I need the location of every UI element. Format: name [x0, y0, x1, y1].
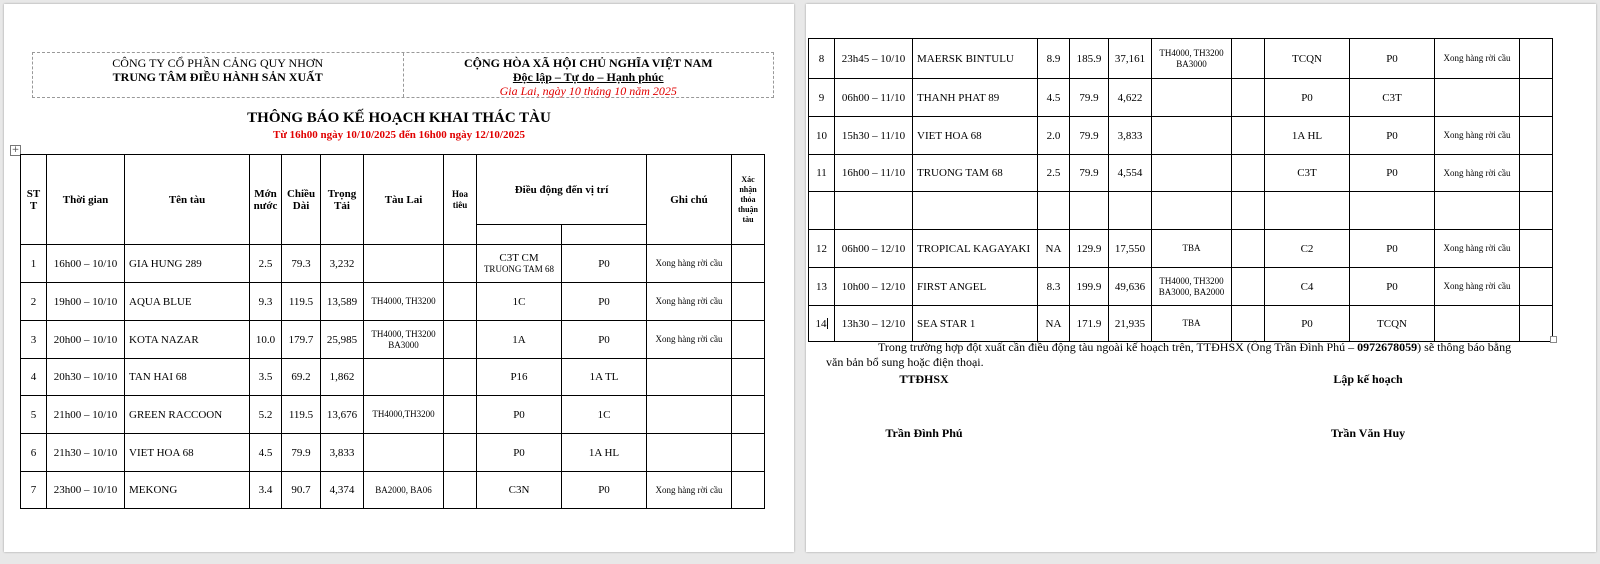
- cell-stt: 4: [21, 359, 47, 396]
- cell-time: 19h00 – 10/10: [47, 283, 125, 321]
- cell-to: P0: [1350, 155, 1435, 192]
- table-row: [809, 306, 1553, 342]
- cell-from: C3T: [1265, 155, 1350, 192]
- cell-from: P0: [477, 396, 562, 434]
- letterhead-right: [403, 53, 774, 97]
- cell-tug: [1152, 155, 1232, 192]
- cell-from: 1A HL: [1265, 117, 1350, 155]
- cell-draft: 10.0: [250, 321, 282, 359]
- cell-dwt: 3,232: [321, 245, 364, 283]
- cell-pilot: [1232, 230, 1265, 268]
- cell-dwt: 3,833: [321, 434, 364, 472]
- cell-time: 23h00 – 10/10: [47, 472, 125, 509]
- table-row-empty: [809, 192, 1553, 230]
- cell-note: [1435, 79, 1520, 117]
- footer-phone: 0972678059: [1357, 340, 1418, 354]
- cell-time: 21h00 – 10/10: [47, 396, 125, 434]
- letterhead: [32, 52, 774, 98]
- table-row: [809, 268, 1553, 306]
- table-row: [21, 245, 765, 283]
- cell-from-main: C3T CM: [499, 252, 539, 264]
- signature-right-name: Trần Văn Huy: [1330, 426, 1406, 440]
- cell-dwt: 13,589: [321, 283, 364, 321]
- cell-dwt: 13,676: [321, 396, 364, 434]
- cell-draft: 8.9: [1038, 39, 1070, 79]
- cell-draft: 2.5: [1038, 155, 1070, 192]
- th-length: Chiều Dài: [282, 155, 321, 245]
- table-row: [21, 396, 765, 434]
- cell-from: C3N: [477, 472, 562, 509]
- cell-dwt: 49,636: [1109, 268, 1152, 306]
- cell-to: C3T: [1350, 79, 1435, 117]
- table-row: [21, 321, 765, 359]
- center-name: TRUNG TÂM ĐIỀU HÀNH SẢN XUẤT: [112, 70, 323, 84]
- cell-stt: 10: [809, 117, 835, 155]
- table-row: [21, 434, 765, 472]
- cell-length: 79.9: [1070, 79, 1109, 117]
- cell-time: 16h00 – 10/10: [47, 245, 125, 283]
- cell-note: [647, 396, 732, 434]
- cell-note: Xong hàng rời cầu: [647, 321, 732, 359]
- cell-note: Xong hàng rời cầu: [1435, 155, 1520, 192]
- table-row: [809, 79, 1553, 117]
- cell-from: C2: [1265, 230, 1350, 268]
- cell-ship: TRUONG TAM 68: [913, 155, 1038, 192]
- cell-length: 79.9: [282, 434, 321, 472]
- cell-from: [477, 245, 562, 283]
- cell-to: P0: [562, 283, 647, 321]
- cell-from: TCQN: [1265, 39, 1350, 79]
- cell-tug: TH4000, TH3200 BA3000, BA2000: [1152, 268, 1232, 306]
- cell-note: [1435, 306, 1520, 342]
- cell-time: 21h30 – 10/10: [47, 434, 125, 472]
- cell-confirm: [732, 359, 765, 396]
- cell-time: 10h00 – 12/10: [835, 268, 913, 306]
- cell-ship: TAN HAI 68: [125, 359, 250, 396]
- cell-dwt: 17,550: [1109, 230, 1152, 268]
- table-row: [21, 359, 765, 396]
- cell-pilot: [444, 359, 477, 396]
- cell-stt: 8: [809, 39, 835, 79]
- cell-tug: TBA: [1152, 230, 1232, 268]
- cell-confirm: [1520, 306, 1553, 342]
- footer-note: [826, 340, 1526, 370]
- cell-to: P0: [1350, 39, 1435, 79]
- cell-ship: SEA STAR 1: [913, 306, 1038, 342]
- th-move: Điều động đến vị trí: [477, 155, 647, 225]
- cell-note: Xong hàng rời cầu: [1435, 268, 1520, 306]
- cell-tug: [1152, 117, 1232, 155]
- cell-draft: 8.3: [1038, 268, 1070, 306]
- cell-pilot: [1232, 306, 1265, 342]
- cell-dwt: 1,862: [321, 359, 364, 396]
- cell-to: 1A TL: [562, 359, 647, 396]
- cell-length: 119.5: [282, 396, 321, 434]
- cell-from-sub: TRUONG TAM 68: [483, 264, 555, 274]
- footer-text-before: Trong trường hợp đột xuất cần điều động tàu ngoài kế hoạch trên, TTĐHSX (Ông Trần Đình Phú –: [878, 340, 1358, 354]
- cell-pilot: [1232, 117, 1265, 155]
- cell-stt: 9: [809, 79, 835, 117]
- cell-note: [647, 359, 732, 396]
- cell-tug: TH4000,TH3200: [364, 396, 444, 434]
- table-row: [809, 155, 1553, 192]
- cell-empty: [809, 192, 835, 230]
- cell-draft: 2.5: [250, 245, 282, 283]
- cell-empty: [835, 192, 913, 230]
- cell-length: 179.7: [282, 321, 321, 359]
- cell-length: 79.3: [282, 245, 321, 283]
- cell-length: 119.5: [282, 283, 321, 321]
- document-page-2: [806, 4, 1596, 552]
- cell-time: 06h00 – 11/10: [835, 79, 913, 117]
- table-row: [809, 39, 1553, 79]
- document-subtitle: Từ 16h00 ngày 10/10/2025 đến 16h00 ngày 12/10/2025: [272, 129, 525, 141]
- cell-ship: MEKONG: [125, 472, 250, 509]
- cell-length: 129.9: [1070, 230, 1109, 268]
- cell-draft: 5.2: [250, 396, 282, 434]
- th-stt: ST T: [21, 155, 47, 245]
- cell-length: 69.2: [282, 359, 321, 396]
- footer-text-after: ) sẽ thông báo bằng văn bản bổ sung hoặc điện thoại.: [826, 340, 1512, 369]
- cell-ship: GIA HUNG 289: [125, 245, 250, 283]
- cell-from: 1C: [477, 283, 562, 321]
- cell-length: 79.9: [1070, 117, 1109, 155]
- cell-stt: 7: [21, 472, 47, 509]
- cell-confirm: [1520, 79, 1553, 117]
- cell-tug: [364, 359, 444, 396]
- cell-stt: 12: [809, 230, 835, 268]
- cell-draft: NA: [1038, 306, 1070, 342]
- cell-stt[interactable]: [809, 306, 835, 342]
- cell-pilot: [444, 245, 477, 283]
- cell-stt: 3: [21, 321, 47, 359]
- cell-confirm: [732, 245, 765, 283]
- cell-confirm: [732, 396, 765, 434]
- cell-to: P0: [562, 321, 647, 359]
- cell-empty: [1520, 192, 1553, 230]
- cell-ship: MAERSK BINTULU: [913, 39, 1038, 79]
- signature-right-title: Lập kế hoạch: [1333, 372, 1403, 386]
- cell-to: P0: [1350, 117, 1435, 155]
- cell-tug: TBA: [1152, 306, 1232, 342]
- cell-confirm: [1520, 117, 1553, 155]
- th-to: [562, 225, 647, 245]
- motto: Độc lập – Tự do – Hạnh phúc: [512, 70, 664, 84]
- th-from: [477, 225, 562, 245]
- cell-dwt: 4,554: [1109, 155, 1152, 192]
- cell-dwt: 37,161: [1109, 39, 1152, 79]
- cell-ship: VIET HOA 68: [913, 117, 1038, 155]
- cell-pilot: [1232, 39, 1265, 79]
- table-row: [809, 230, 1553, 268]
- country-name: CỘNG HÒA XÃ HỘI CHỦ NGHĨA VIỆT NAM: [463, 56, 713, 70]
- cell-confirm: [732, 321, 765, 359]
- cell-ship: TROPICAL KAGAYAKI: [913, 230, 1038, 268]
- signature-left-title: TTĐHSX: [899, 372, 949, 386]
- cell-to: 1A HL: [562, 434, 647, 472]
- cell-length: 79.9: [1070, 155, 1109, 192]
- cell-stt: 11: [809, 155, 835, 192]
- cell-empty: [1038, 192, 1070, 230]
- cell-pilot: [444, 283, 477, 321]
- cell-confirm: [1520, 39, 1553, 79]
- cell-from: C4: [1265, 268, 1350, 306]
- cell-pilot: [444, 472, 477, 509]
- cell-pilot: [1232, 268, 1265, 306]
- cell-time: 20h30 – 10/10: [47, 359, 125, 396]
- cell-dwt: 4,622: [1109, 79, 1152, 117]
- cell-time: 16h00 – 11/10: [835, 155, 913, 192]
- cell-draft: 4.5: [250, 434, 282, 472]
- cell-draft: 3.4: [250, 472, 282, 509]
- cell-dwt: 4,374: [321, 472, 364, 509]
- cell-empty: [1265, 192, 1350, 230]
- cell-confirm: [1520, 155, 1553, 192]
- table-resize-handle-icon[interactable]: [1550, 336, 1557, 343]
- cell-length: 185.9: [1070, 39, 1109, 79]
- th-ship: Tên tàu: [125, 155, 250, 245]
- cell-tug: TH4000, TH3200 BA3000: [364, 321, 444, 359]
- cell-confirm: [1520, 268, 1553, 306]
- cell-confirm: [732, 283, 765, 321]
- signature-left-name: Trần Đình Phú: [885, 426, 963, 440]
- th-note: Ghi chú: [647, 155, 732, 245]
- cell-tug: [364, 434, 444, 472]
- cell-ship: THANH PHAT 89: [913, 79, 1038, 117]
- cell-stt: 6: [21, 434, 47, 472]
- cell-length: 199.9: [1070, 268, 1109, 306]
- cell-to: TCQN: [1350, 306, 1435, 342]
- table-move-handle-icon[interactable]: +: [11, 145, 20, 155]
- cell-confirm: [732, 472, 765, 509]
- cell-from: P0: [1265, 79, 1350, 117]
- cell-draft: 2.0: [1038, 117, 1070, 155]
- cell-empty: [1232, 192, 1265, 230]
- cell-empty: [1152, 192, 1232, 230]
- cell-ship: AQUA BLUE: [125, 283, 250, 321]
- cell-draft: 4.5: [1038, 79, 1070, 117]
- cell-empty: [913, 192, 1038, 230]
- cell-note: Xong hàng rời cầu: [1435, 230, 1520, 268]
- cell-ship: GREEN RACCOON: [125, 396, 250, 434]
- cell-tug: BA2000, BA06: [364, 472, 444, 509]
- cell-to: P0: [1350, 230, 1435, 268]
- cell-draft: NA: [1038, 230, 1070, 268]
- cell-dwt: 21,935: [1109, 306, 1152, 342]
- schedule-table-page2: [808, 38, 1553, 342]
- cell-pilot: [444, 434, 477, 472]
- cell-pilot: [444, 396, 477, 434]
- cell-dwt: 25,985: [321, 321, 364, 359]
- cell-from: 1A: [477, 321, 562, 359]
- cell-to: P0: [562, 472, 647, 509]
- th-draft: Mớn nước: [250, 155, 282, 245]
- cell-empty: [1109, 192, 1152, 230]
- th-tonnage: Trọng Tải: [321, 155, 364, 245]
- cell-tug: TH4000, TH3200 BA3000: [1152, 39, 1232, 79]
- place-date: Gia Lai, ngày 10 tháng 10 năm 2025: [499, 84, 677, 98]
- cell-stt: 1: [21, 245, 47, 283]
- cell-time: 20h00 – 10/10: [47, 321, 125, 359]
- cell-time: 13h30 – 12/10: [835, 306, 913, 342]
- cell-empty: [1350, 192, 1435, 230]
- cell-draft: 3.5: [250, 359, 282, 396]
- cell-length: 90.7: [282, 472, 321, 509]
- cell-note: Xong hàng rời cầu: [647, 245, 732, 283]
- th-confirm: Xác nhận thỏa thuận tàu: [732, 155, 765, 245]
- cell-draft: 9.3: [250, 283, 282, 321]
- cell-stt: 2: [21, 283, 47, 321]
- th-pilot: Hoa tiêu: [444, 155, 477, 245]
- cell-stt: 13: [809, 268, 835, 306]
- cell-stt: 5: [21, 396, 47, 434]
- cell-time: 06h00 – 12/10: [835, 230, 913, 268]
- cell-from: P0: [477, 434, 562, 472]
- cell-empty: [1070, 192, 1109, 230]
- th-time: Thời gian: [47, 155, 125, 245]
- cell-tug: TH4000, TH3200: [364, 283, 444, 321]
- cell-from: P16: [477, 359, 562, 396]
- cell-length: 171.9: [1070, 306, 1109, 342]
- cell-time: 15h30 – 11/10: [835, 117, 913, 155]
- cell-ship: KOTA NAZAR: [125, 321, 250, 359]
- cell-note: Xong hàng rời cầu: [1435, 39, 1520, 79]
- cell-note: Xong hàng rời cầu: [1435, 117, 1520, 155]
- letterhead-left: [33, 53, 403, 97]
- cell-from: P0: [1265, 306, 1350, 342]
- cell-ship: VIET HOA 68: [125, 434, 250, 472]
- cell-tug: [364, 245, 444, 283]
- th-tug: Tàu Lai: [364, 155, 444, 245]
- document-page-1: [4, 4, 794, 552]
- cell-stt-text: 14: [815, 317, 827, 330]
- table-row: [21, 283, 765, 321]
- cell-note: [647, 434, 732, 472]
- cell-to: 1C: [562, 396, 647, 434]
- text-cursor: [827, 318, 828, 329]
- schedule-table-page1: [20, 154, 765, 509]
- cell-empty: [1435, 192, 1520, 230]
- table-row: [809, 117, 1553, 155]
- cell-ship: FIRST ANGEL: [913, 268, 1038, 306]
- cell-time: 23h45 – 10/10: [835, 39, 913, 79]
- document-title: THÔNG BÁO KẾ HOẠCH KHAI THÁC TÀU: [247, 110, 551, 126]
- cell-note: Xong hàng rời cầu: [647, 283, 732, 321]
- cell-pilot: [1232, 79, 1265, 117]
- table-row: [21, 472, 765, 509]
- company-name: CÔNG TY CỔ PHẦN CẢNG QUY NHƠN: [112, 56, 324, 70]
- cell-tug: [1152, 79, 1232, 117]
- cell-pilot: [444, 321, 477, 359]
- cell-confirm: [1520, 230, 1553, 268]
- cell-confirm: [732, 434, 765, 472]
- cell-note: Xong hàng rời cầu: [647, 472, 732, 509]
- cell-to: P0: [562, 245, 647, 283]
- cell-to: P0: [1350, 268, 1435, 306]
- cell-pilot: [1232, 155, 1265, 192]
- cell-dwt: 3,833: [1109, 117, 1152, 155]
